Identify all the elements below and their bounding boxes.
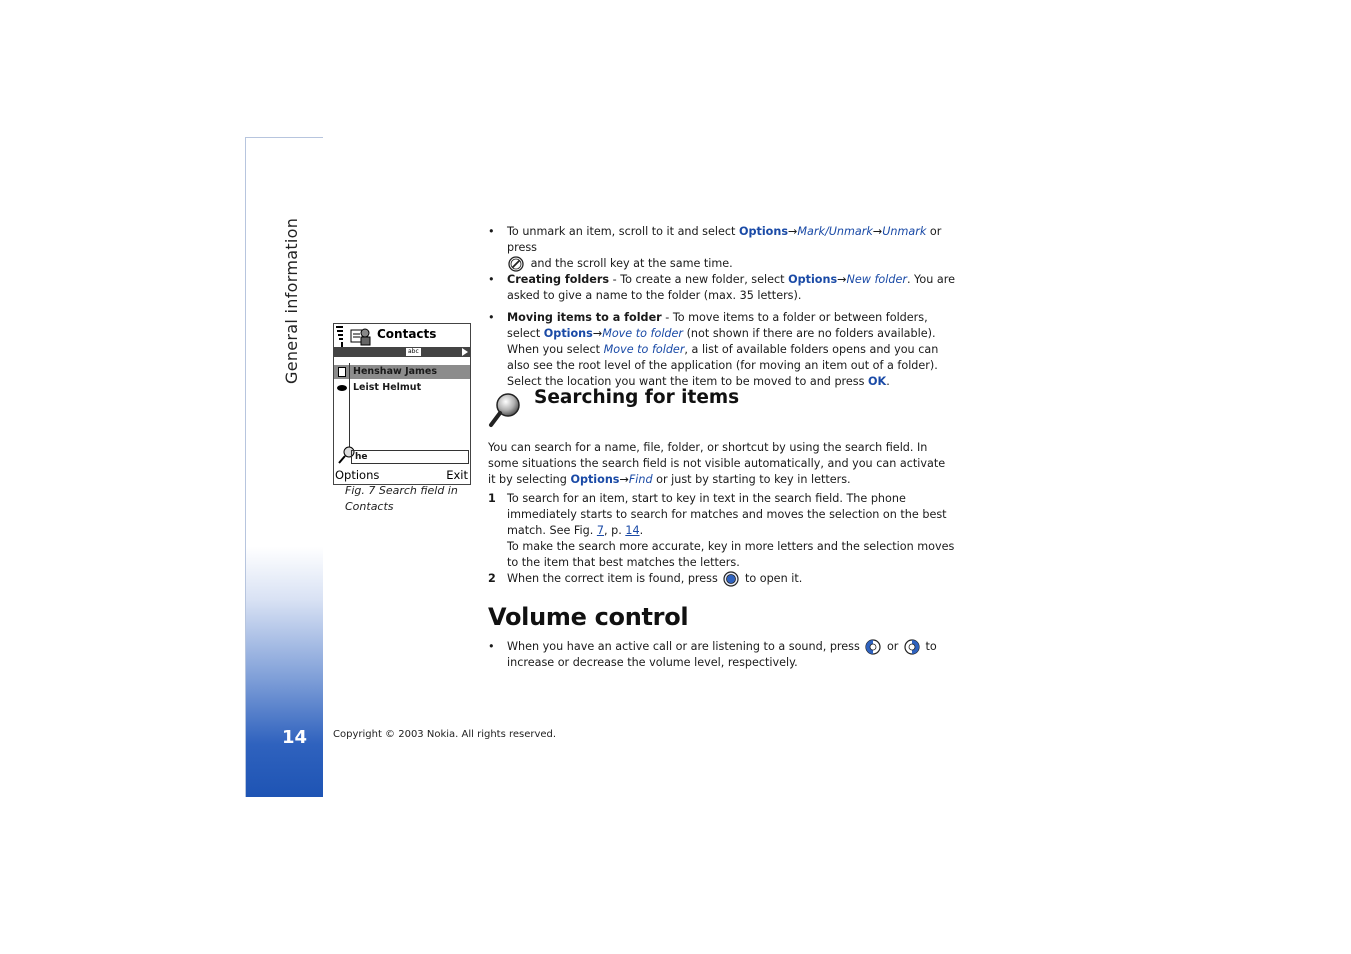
bullet-volume bbox=[488, 639, 956, 671]
text: To search for an item, start to key in text in the search field. The phone immediately starts to search for matches and moves the selection on the best match. See Fig. bbox=[507, 492, 947, 537]
text: - To move items to a folder or between folders, select bbox=[507, 311, 928, 340]
text: When you have an active call or are listening to a sound, press bbox=[507, 640, 860, 653]
bullet-creating-folders bbox=[488, 272, 956, 304]
options-keyword: Options bbox=[570, 473, 620, 486]
phone-app-title: Contacts bbox=[377, 327, 437, 341]
page-link[interactable]: 14 bbox=[625, 524, 640, 537]
phone-screenshot bbox=[333, 323, 471, 485]
text: . You are asked to give a name to the folder (max. 35 letters). bbox=[507, 273, 955, 302]
bullet-list-top bbox=[488, 224, 956, 390]
signal-icon bbox=[336, 326, 344, 348]
options-keyword: Options bbox=[543, 327, 593, 340]
scroll-left-icon bbox=[863, 639, 883, 655]
text: or bbox=[886, 640, 899, 653]
search-body bbox=[488, 440, 956, 587]
text: , p. bbox=[604, 524, 626, 537]
text: to open it. bbox=[744, 572, 803, 585]
text: (not shown if there are no folders available). When you select bbox=[507, 327, 936, 356]
ok-keyword: OK bbox=[868, 375, 887, 388]
creating-folders-label: Creating folders bbox=[507, 273, 610, 286]
text: To make the search more accurate, key in more letters and the selection moves to the item that best matches the letters. bbox=[507, 540, 955, 569]
edit-key-icon bbox=[507, 256, 527, 272]
step-number: 1 bbox=[488, 492, 496, 505]
text: . bbox=[639, 524, 644, 537]
volume-heading: Volume control bbox=[488, 603, 689, 631]
scroll-right-icon bbox=[902, 639, 922, 655]
phone-header bbox=[334, 324, 470, 348]
text: , a list of available folders opens and you can also see the root level of the application (for moving an item out of a folder). Select the location you want the item to be moved to and press bbox=[507, 343, 939, 388]
new-folder-command: New folder bbox=[846, 273, 907, 286]
phone-nav-bar bbox=[334, 347, 470, 357]
move-to-folder-command: Move to folder bbox=[602, 327, 684, 340]
find-command: Find bbox=[628, 473, 653, 486]
text: You can search for a name, file, folder, or shortcut by using the search field. In some situations the search field is not visible automatically, and you can activate it by selecting bbox=[488, 441, 946, 486]
scroll-key-icon bbox=[721, 571, 741, 587]
bullet-moving-items bbox=[488, 310, 956, 390]
searching-heading: Searching for items bbox=[534, 387, 740, 408]
volume-body bbox=[488, 639, 956, 671]
step-number: 2 bbox=[488, 572, 496, 585]
contact-row[interactable] bbox=[334, 381, 470, 395]
figure-caption: Fig. 7 Search field in Contacts bbox=[345, 484, 458, 513]
contact-row[interactable] bbox=[334, 365, 470, 379]
bullet-icon: • bbox=[488, 640, 495, 653]
bullet-icon: • bbox=[488, 311, 495, 324]
step-1 bbox=[488, 491, 956, 571]
search-intro bbox=[488, 440, 956, 488]
text: . bbox=[886, 375, 890, 388]
arrow: → bbox=[788, 225, 798, 238]
text: - To create a new folder, select bbox=[609, 273, 789, 286]
options-keyword: Options bbox=[738, 225, 788, 238]
bullet-unmark bbox=[488, 224, 956, 272]
list-divider bbox=[349, 363, 350, 447]
arrow: → bbox=[872, 225, 883, 238]
contacts-icon bbox=[348, 326, 374, 348]
nav-arrow-icon bbox=[462, 348, 468, 356]
bullet-icon: • bbox=[488, 225, 495, 238]
text: or press bbox=[507, 225, 942, 254]
page-number: 14 bbox=[282, 727, 308, 748]
card-icon bbox=[338, 367, 346, 377]
moving-items-label: Moving items to a folder bbox=[507, 311, 662, 324]
arrow: → bbox=[592, 327, 603, 340]
exit-softkey[interactable]: Exit bbox=[446, 468, 468, 482]
text: When the correct item is found, press bbox=[507, 572, 718, 585]
mark-unmark-command: Mark/Unmark bbox=[797, 225, 873, 238]
arrow: → bbox=[619, 473, 629, 486]
contact-name: Leist Helmut bbox=[353, 382, 422, 393]
text: To unmark an item, scroll to it and select bbox=[507, 225, 739, 238]
move-to-folder-command: Move to folder bbox=[603, 343, 685, 356]
phone-icon bbox=[337, 384, 347, 392]
figure-link[interactable]: 7 bbox=[596, 524, 604, 537]
arrow: → bbox=[837, 273, 847, 286]
contact-name: Henshaw James bbox=[353, 366, 438, 377]
text: and the scroll key at the same time. bbox=[530, 257, 733, 270]
bullet-icon: • bbox=[488, 273, 495, 286]
chapter-title: General information bbox=[282, 217, 301, 384]
phone-input-mode: abc bbox=[408, 348, 419, 355]
step-2 bbox=[488, 571, 956, 587]
search-field[interactable]: he bbox=[351, 450, 469, 464]
options-keyword: Options bbox=[788, 273, 838, 286]
magnifier-icon bbox=[488, 391, 524, 429]
unmark-command: Unmark bbox=[882, 225, 927, 238]
text: to increase or decrease the volume level, respectively. bbox=[507, 640, 937, 669]
copyright: Copyright © 2003 Nokia. All rights reserved. bbox=[333, 729, 557, 740]
options-softkey[interactable]: Options bbox=[335, 468, 380, 482]
text: or just by starting to key in letters. bbox=[652, 473, 851, 486]
